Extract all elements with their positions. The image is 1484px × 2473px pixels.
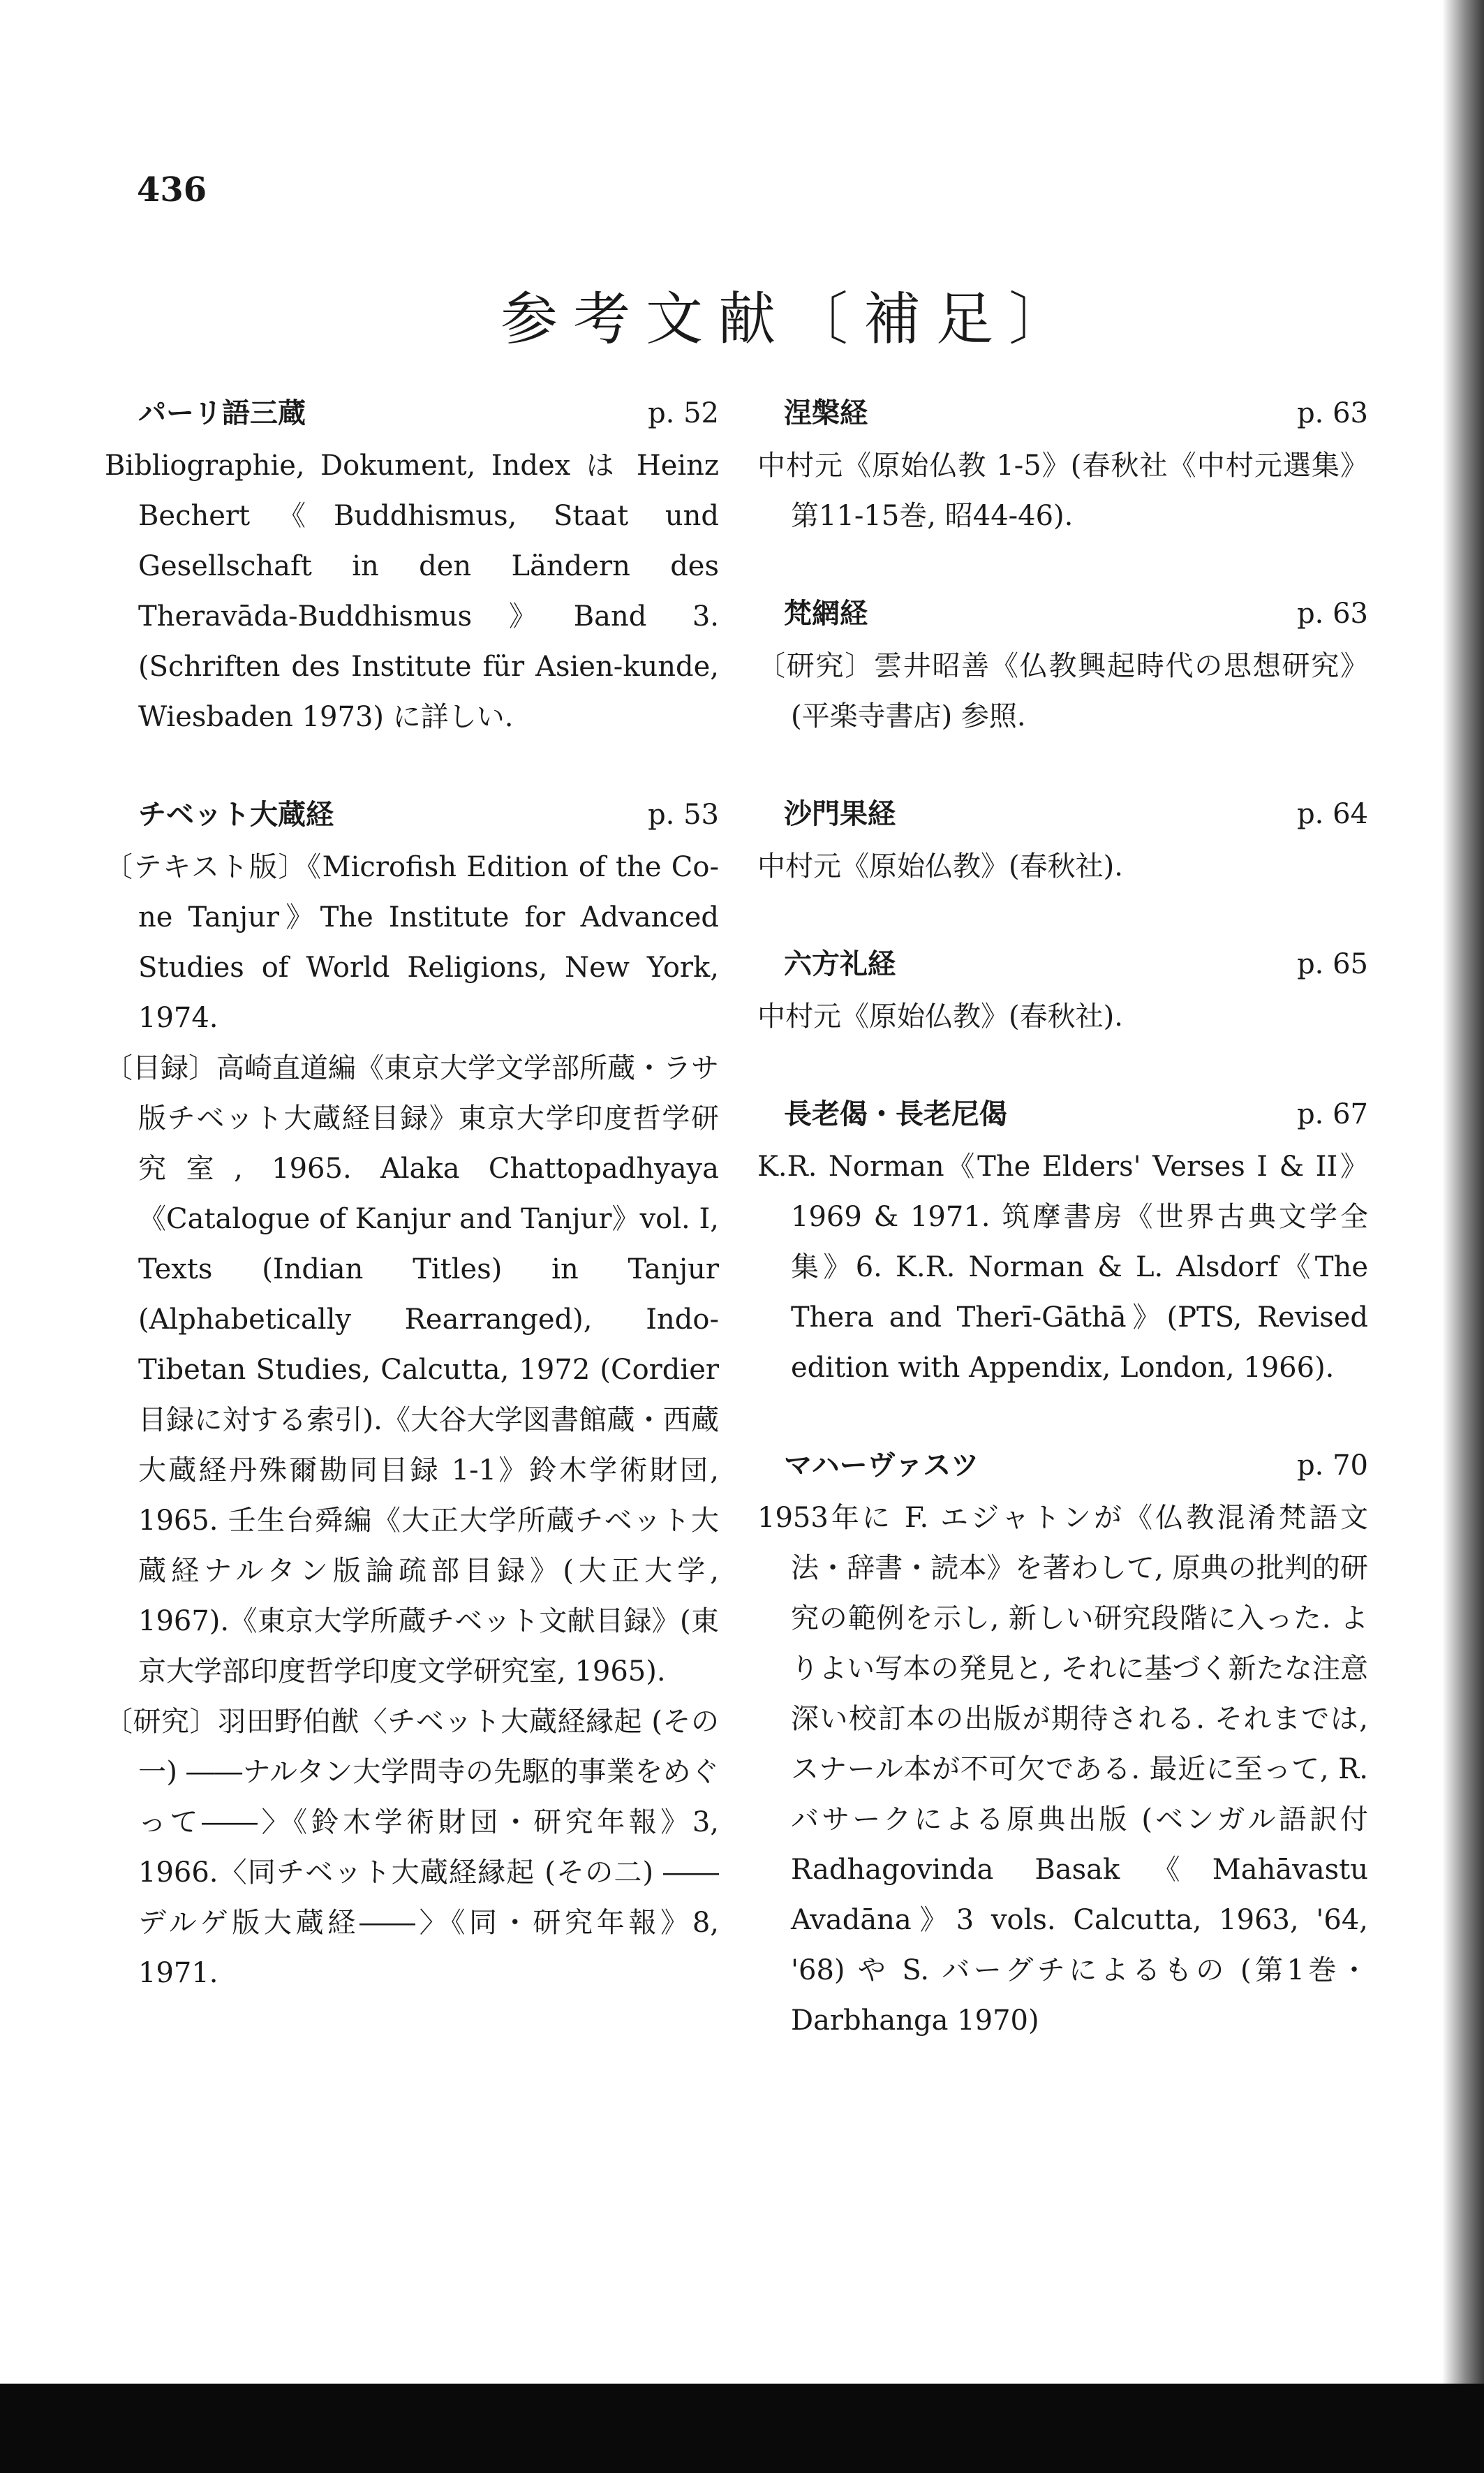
reference-section [757, 1443, 1368, 2046]
reference-section [757, 942, 1368, 1042]
reference-section [757, 591, 1368, 741]
page-number: 436 [137, 170, 207, 209]
section-header [757, 591, 1368, 631]
reference-section [105, 792, 719, 1998]
section-title: パーリ語三蔵 [138, 397, 306, 429]
section-page-ref: p. 65 [1297, 948, 1368, 980]
section-header [757, 1443, 1368, 1483]
section-page-ref: p. 63 [1297, 397, 1368, 429]
section-page-ref: p. 67 [1297, 1098, 1368, 1130]
section-page-ref: p. 53 [648, 799, 719, 831]
section-title: 六方礼経 [784, 948, 896, 980]
reference-entry: 中村元《原始仏教》(春秋社). [757, 850, 1123, 883]
page-edge-shadow [1442, 0, 1484, 2473]
section-title: 長老偈・長老尼偈 [784, 1098, 1007, 1130]
reference-entry: 1953年に F. エジャトンが《仏教混淆梵語文法・辞書・読本》を著わして, 原典の批判的研究の範例を示し, 新しい研究段階に入った. よりよい写本の発見と, それに基づく新たな注意深い校訂本の出版が期待される. それまでは, スナール本が不可欠である. 最近に至って, R. バサークによる原典出版 (ベンガル語訳付 Radhagovinda Basak《Mahāvastu Avadāna》3 vols. Calcutta, 1963, '64, '68) や S. バーグチによるもの (第1巻・Darbhanga 1970) [757, 1502, 1368, 2037]
reference-entry: Bibliographie, Dokument, Index は Heinz Bechert《Buddhismus, Staat und Gesellschaft in den Ländern des Theravāda-Buddhismus》Band 3. (Schriften des Institute für Asien-kunde, Wiesbaden 1973) に詳しい. [105, 450, 719, 733]
section-title: 涅槃経 [784, 397, 868, 429]
right-column [757, 391, 1368, 2096]
reference-section [105, 391, 719, 742]
section-title: チベット大蔵経 [138, 799, 334, 831]
reference-section [757, 391, 1368, 541]
section-page-ref: p. 63 [1297, 598, 1368, 630]
reference-entry: 〔研究〕雲井昭善《仏教興起時代の思想研究》(平楽寺書店) 参照. [757, 650, 1368, 732]
section-header [757, 792, 1368, 832]
reference-section [757, 1092, 1368, 1393]
section-title: 沙門果経 [784, 798, 896, 830]
section-title: 梵網経 [784, 598, 868, 630]
reference-entry: 中村元《原始仏教》(春秋社). [757, 1001, 1123, 1033]
reference-entry: 中村元《原始仏教 1-5》(春秋社《中村元選集》第11-15巻, 昭44-46). [757, 450, 1368, 532]
reference-entry: 〔テキスト版〕《Microfish Edition of the Co-ne Tanjur》The Institute for Advanced Studies of World Religions, New York, 1974. [105, 851, 719, 1034]
section-header [757, 391, 1368, 431]
section-page-ref: p. 70 [1297, 1449, 1368, 1482]
section-page-ref: p. 64 [1297, 798, 1368, 830]
reference-entry: K.R. Norman《The Elders' Verses I & II》1969 & 1971. 筑摩書房《世界古典文学全集》6. K.R. Norman & L. Alsdorf《The Thera and Therī-Gāthā》(PTS, Revised edition with Appendix, London, 1966). [757, 1151, 1368, 1384]
left-column [105, 391, 719, 2048]
section-title: マハーヴァスツ [784, 1449, 979, 1482]
reference-entry: 〔目録〕高崎直道編《東京大学文学部所蔵・ラサ版チベット大蔵経目録》東京大学印度哲学研究室, 1965. Alaka Chattopadhyaya《Catalogue of Kanjur and Tanjur》vol. I, Texts (Indian Titles) in Tanjur (Alphabetically Rearranged), Indo-Tibetan Studies, Calcutta, 1972 (Cordier 目録に対する索引).《大谷大学図書館蔵・西蔵大蔵経丹殊爾勘同目録 1-1》鈴木学術財団, 1965. 壬生台舜編《大正大学所蔵チベット大蔵経ナルタン版論疏部目録》(大正大学, 1967).《東京大学所蔵チベット文献目録》(東京大学部印度哲学印度文学研究室, 1965). [105, 1052, 719, 1688]
section-header [757, 1092, 1368, 1132]
reference-entry: 〔研究〕羽田野伯猷〈チベット大蔵経縁起 (その一) ――ナルタン大学問寺の先駆的事業をめぐって――〉《鈴木学術財団・研究年報》3, 1966.〈同チベット大蔵経縁起 (その二) ――デルゲ版大蔵経――〉《同・研究年報》8, 1971. [105, 1706, 719, 1989]
section-header [105, 391, 719, 431]
page-title: 参考文献〔補足〕 [500, 286, 1081, 353]
scan-bottom-bar [0, 2384, 1484, 2473]
section-header [757, 942, 1368, 982]
section-header [105, 792, 719, 832]
section-page-ref: p. 52 [648, 397, 719, 429]
reference-section [757, 792, 1368, 892]
